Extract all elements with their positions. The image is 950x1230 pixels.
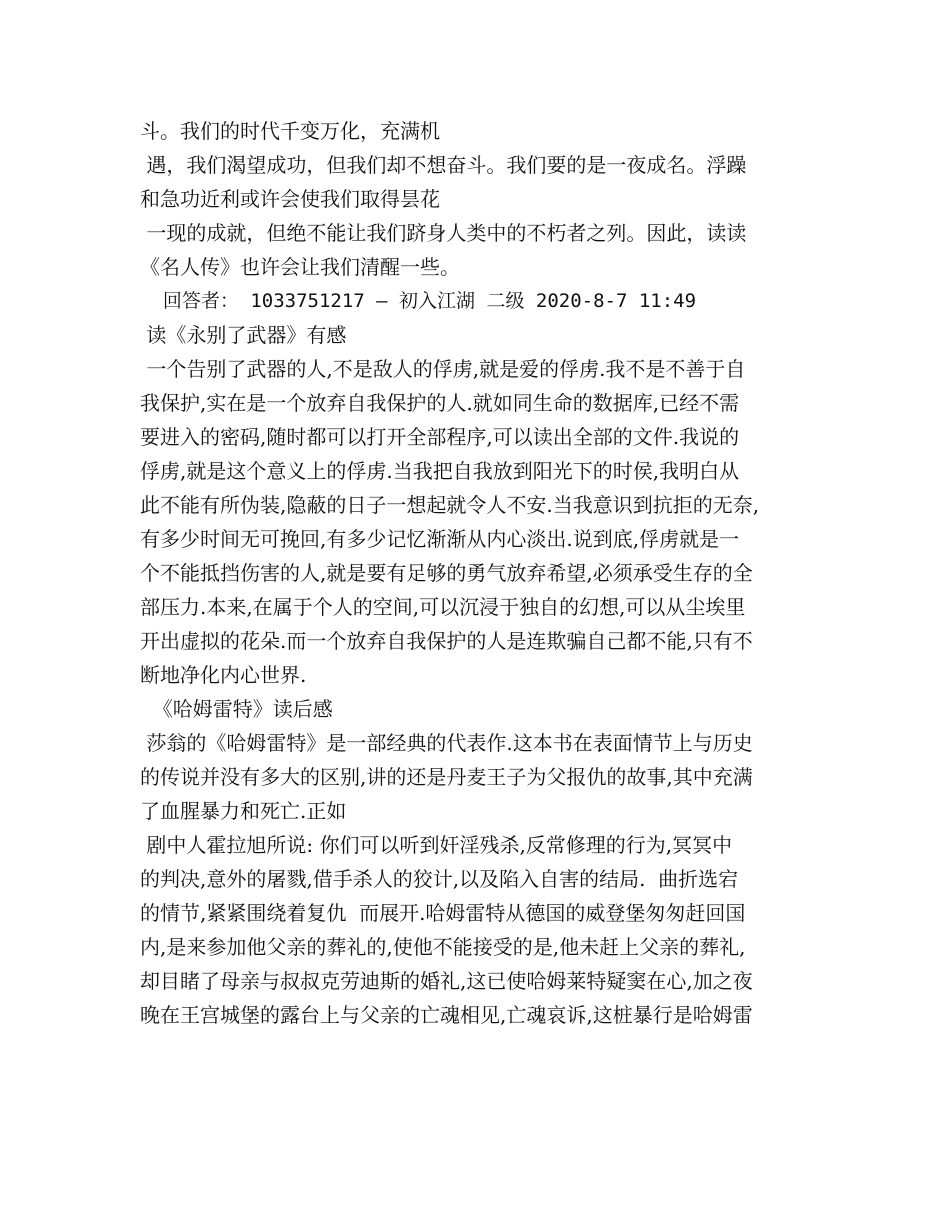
text-line: 剧中人霍拉旭所说: 你们可以听到奸淫残杀,反常修理的行为,冥冥中 [140, 833, 733, 857]
text-line: 和急功近利或许会使我们取得昙花 [140, 187, 440, 211]
text-line: 《名人传》也许会让我们清醒一些。 [140, 255, 460, 279]
text-line: 莎翁的《哈姆雷特》是一部经典的代表作.这本书在表面情节上与历史 [140, 731, 753, 755]
document-body [140, 114, 820, 1032]
text-line: 晚在王宫城堡的露台上与父亲的亡魂相见,亡魂哀诉,这桩暴行是哈姆雷 [140, 1003, 753, 1027]
text-line: 了血腥暴力和死亡.正如 [140, 799, 347, 823]
text-line: 部压力.本来,在属于个人的空间,可以沉浸于独自的幻想,可以从尘埃里 [140, 595, 746, 619]
text-line: 此不能有所伪装,隐蔽的日子一想起就令人不安.当我意识到抗拒的无奈, [140, 493, 760, 517]
text-line: 个不能抵挡伤害的人,就是要有足够的勇气放弃希望,必须承受生存的全 [140, 561, 753, 585]
section-heading: 读《永别了武器》有感 [140, 323, 347, 347]
text-line: 一个告别了武器的人,不是敌人的俘虏,就是爱的俘虏.我不是不善于自 [140, 357, 746, 381]
text-line: 遇，我们渴望成功，但我们却不想奋斗。我们要的是一夜成名。浮躁 [140, 153, 747, 177]
text-line: 的情节,紧紧围绕着复仇 而展开.哈姆雷特从德国的威登堡匆匆赶回国 [140, 901, 746, 925]
text-line: 有多少时间无可挽回,有多少记忆渐渐从内心淡出.说到底,俘虏就是一 [140, 527, 740, 551]
text-line: 开出虚拟的花朵.而一个放弃自我保护的人是连欺骗自己都不能,只有不 [140, 629, 753, 653]
text-line: 的传说并没有多大的区别,讲的还是丹麦王子为父报仇的故事,其中充满 [140, 765, 753, 789]
text-line: 的判决,意外的屠戮,借手杀人的狡计,以及陷入自害的结局. 曲折选宕 [140, 867, 739, 891]
text-line: 我保护,实在是一个放弃自我保护的人.就如同生命的数据库,已经不需 [140, 391, 740, 415]
text-line: 斗。我们的时代千变万化，充满机 [140, 119, 440, 143]
text-line: 要进入的密码,随时都可以打开全部程序,可以读出全部的文件.我说的 [140, 425, 740, 449]
text-line: 断地净化内心世界. [140, 663, 307, 687]
text-line: 内,是来参加他父亲的葬礼的,使他不能接受的是,他未赶上父亲的葬礼, [140, 935, 746, 959]
text-line: 却目睹了母亲与叔叔克劳迪斯的婚礼,这已使哈姆莱特疑窦在心,加之夜 [140, 969, 753, 993]
text-line: 俘虏,就是这个意义上的俘虏.当我把自我放到阳光下的时侯,我明白从 [140, 459, 740, 483]
text-line: 一现的成就，但绝不能让我们跻身人类中的不朽者之列。因此，读读 [140, 221, 747, 245]
section-heading: 《哈姆雷特》读后感 [140, 697, 333, 721]
answerer-meta: 回答者： 1033751217 – 初入江湖 二级 2020-8-7 11:49 [140, 290, 697, 312]
